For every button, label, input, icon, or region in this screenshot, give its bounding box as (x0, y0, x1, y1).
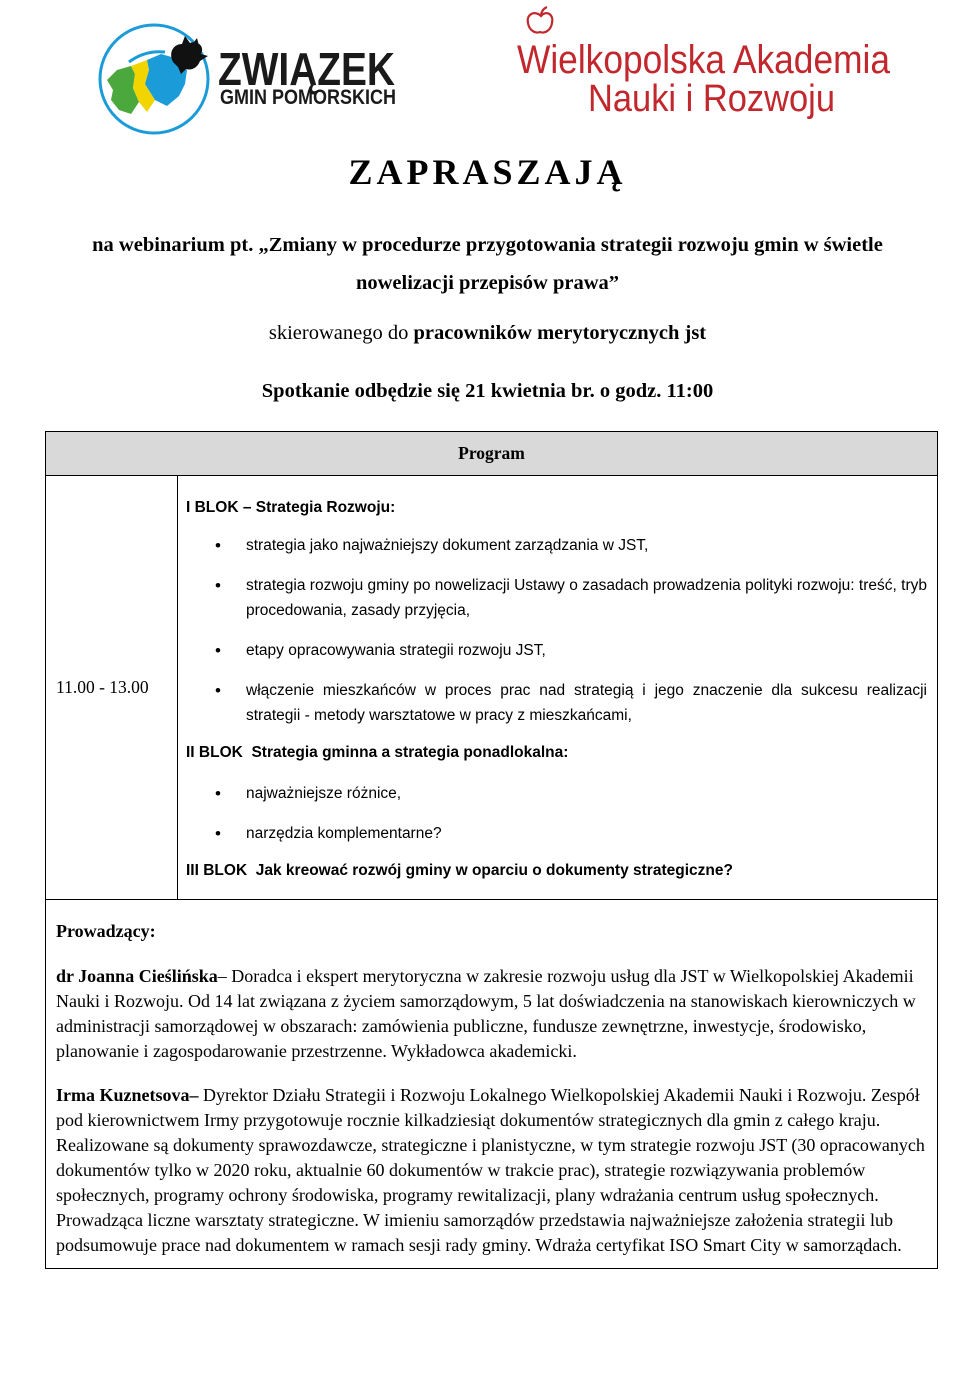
agenda-content (178, 476, 938, 900)
list-item: • włączenie mieszkańców w proces prac nad strategią i jego znaczenie dla sukcesu realizacji strategii - metody warsztatowe w pracy z mieszkańcami, (246, 678, 927, 728)
invitation-heading: ZAPRASZAJĄ (348, 152, 627, 192)
target-audience (0, 320, 975, 346)
block-1-list (186, 533, 927, 728)
list-item: • najważniejsze różnice, (246, 781, 927, 806)
apple-icon (528, 7, 553, 33)
presenters-row (46, 900, 938, 1269)
zgp-wordmark-logo (214, 40, 404, 112)
logo-left-subtitle: GMIN POMORSKICH (220, 86, 396, 109)
program-agenda-row (46, 476, 938, 900)
webinar-title-line-1: na webinarium pt. „Zmiany w procedurze przygotowania strategii rozwoju gmin w świetle (92, 234, 883, 256)
logo-right-line2: Nauki i Rozwoju (588, 78, 835, 120)
list-item: • strategia jako najważniejszy dokument zarządzania w JST, (246, 533, 927, 558)
audience-prefix: skierowanego do (268, 322, 409, 344)
presenter-name: Irma Kuznetsova– (56, 1085, 199, 1105)
list-item: • etapy opracowywania strategii rozwoju JST, (246, 638, 927, 663)
block-2-title: II BLOK Strategia gminna a strategia ponadlokalna: (186, 744, 569, 761)
meeting-date: Spotkanie odbędzie się 21 kwietnia br. o godz. 11:00 (261, 380, 714, 402)
program-header-row (46, 432, 938, 476)
wanir-logo (505, 0, 905, 130)
presenters-title: Prowadzący: (56, 921, 156, 941)
block-3-title: III BLOK Jak kreować rozwój gminy w oparciu o dokumenty strategiczne? (186, 862, 733, 879)
block-1-title: I BLOK – Strategia Rozwoju: (186, 499, 396, 516)
logo-right-line1: Wielkopolska Akademia (517, 38, 891, 82)
program-header: Program (46, 432, 938, 476)
block-2-list (186, 781, 927, 846)
webinar-title-line-2: nowelizacji przepisów prawa” (355, 272, 620, 294)
program-table (45, 431, 938, 1269)
agenda-time: 11.00 - 13.00 (46, 476, 178, 900)
presenter-bio (56, 1083, 927, 1258)
zgp-emblem-logo (95, 20, 213, 138)
list-item: • strategia rozwoju gminy po nowelizacji Ustawy o zasadach prowadzenia polityki rozwoju: treść, tryb procedowania, zasady przyjęcia, (246, 573, 927, 623)
logo-left-name: ZWIĄZEK (218, 43, 395, 95)
presenters-section (46, 900, 938, 1269)
list-item: • narzędzia komplementarne? (246, 821, 927, 846)
presenter-description: Dyrektor Działu Strategii i Rozwoju Lokalnego Wielkopolskiej Akademii Nauki i Rozwoju. Zespół pod kierownictwem Irmy przygotowuje rocznie kilkadziesiąt dokumentów strategicznych dla gmin z całego kraju. Realizowane są dokumenty sprawozdawcze, strategiczne i planistyczne, w tym strategie rozwoju JST (30 opracowanych dokumentów tylko w 2020 roku, aktualnie 60 dokumentów w trakcie prac), strategie rozwiązywania problemów społecznych, programy ochrony środowiska, programy rewitalizacji, plany wdrażania centrum usług społecznych. Prowadząca liczne warsztaty strategiczne. W imieniu samorządów przedstawia najważniejsze założenia strategii lub podsumowuje prace nad dokumentem w ramach sesji rady gminy. Wdraża certyfikat ISO Smart City w samorządach. (56, 1085, 925, 1255)
presenter-name: dr Joanna Cieślińska (56, 966, 218, 986)
audience-target: pracowników merytorycznych jst (413, 322, 707, 344)
presenter-description: – Doradca i ekspert merytoryczna w zakresie rozwoju usług dla JST w Wielkopolskiej Akademii Nauki i Rozwoju. Od 14 lat związana z życiem samorządowym, 5 lat doświadczenia na stanowiskach kierowniczych w administracji samorządowej w obszarach: zamówienia publiczne, fundusze zewnętrzne, inwestycje, środowisko, planowanie i zagospodarowanie przestrzenne. Wykładowca akademicki. (56, 966, 916, 1061)
presenter-bio (56, 964, 927, 1064)
